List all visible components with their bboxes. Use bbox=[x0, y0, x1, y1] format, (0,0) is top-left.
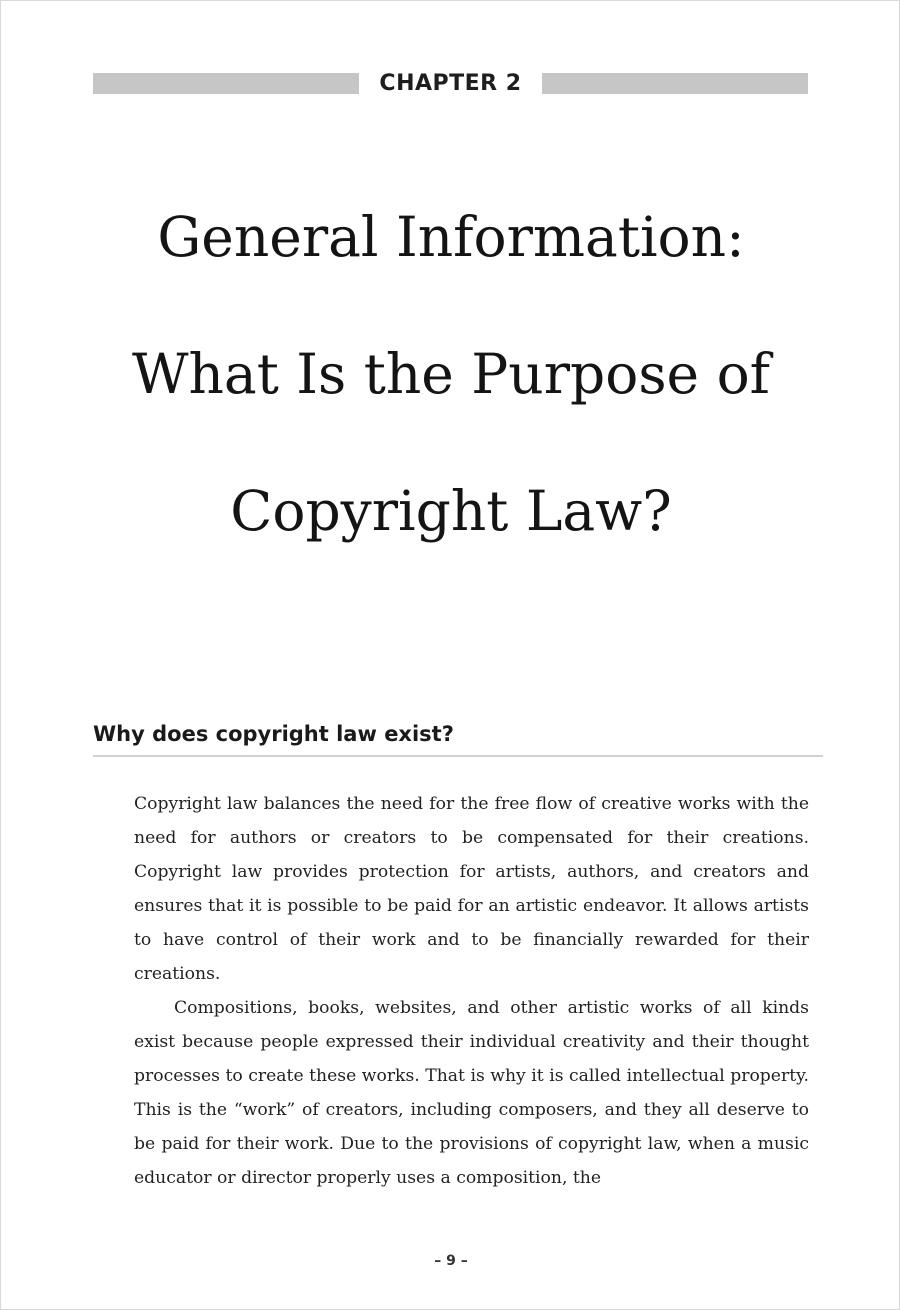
chapter-bar-left bbox=[93, 73, 359, 94]
chapter-title bbox=[61, 169, 841, 580]
page-number: – 9 – bbox=[434, 1253, 468, 1269]
chapter-header bbox=[93, 67, 808, 99]
body-text bbox=[134, 787, 809, 1195]
chapter-bar-right bbox=[542, 73, 808, 94]
section-heading: Why does copyright law exist? bbox=[93, 722, 823, 757]
chapter-title-line-2: What Is the Purpose of bbox=[131, 342, 771, 406]
paragraph-1: Copyright law balances the need for the free flow of creative works with the need for authors or creators to be compensated for their creations. Copyright law provides protection for artists, authors, and creators and ensures that it is possible to be paid for an artistic endeavor. It allows artists to have control of their work and to be financially rewarded for their creations. bbox=[134, 794, 809, 984]
chapter-title-line-1: General Information: bbox=[157, 205, 745, 269]
paragraph-2: Compositions, books, websites, and other artistic works of all kinds exist because people expressed their individual creativity and their thought processes to create these works. That is why it is called intellectual property. This is the “work” of creators, including composers, and they all deserve to be paid for their work. Due to the provisions of copyright law, when a music educator or director properly uses a composition, the bbox=[134, 998, 809, 1188]
chapter-label: CHAPTER 2 bbox=[379, 70, 522, 96]
chapter-title-line-3: Copyright Law? bbox=[230, 479, 672, 543]
